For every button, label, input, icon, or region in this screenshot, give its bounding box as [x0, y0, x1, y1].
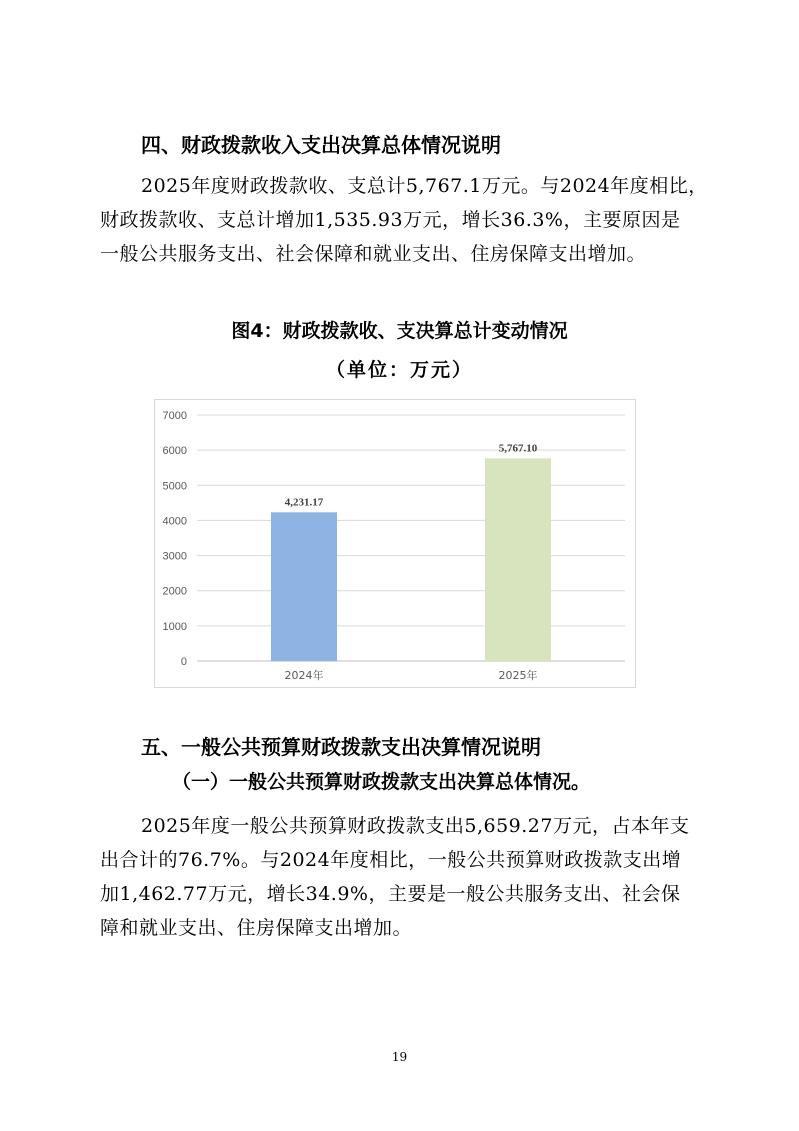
y-tick-label: 2000: [162, 585, 187, 598]
section5-line: 2025年度一般公共预算财政拨款支出5,659.27万元，占本年支: [141, 815, 690, 837]
data-label: 5,767.10: [498, 442, 538, 455]
y-tick-label: 7000: [162, 410, 187, 422]
data-label: 4,231.17: [284, 496, 324, 509]
y-tick-label: 1000: [162, 620, 187, 633]
figure-unit: （单位：万元）: [325, 359, 473, 381]
section5-line: 障和就业支出、住房保障支出增加。: [100, 917, 413, 939]
section4-line: 财政拨款收、支总计增加1,535.93万元，增长36.3%，主要原因是: [100, 209, 681, 231]
section5-paragraph: [100, 809, 700, 945]
bar-2024年: [271, 512, 337, 661]
section5-heading: 五、一般公共预算财政拨款支出决算情况说明: [141, 735, 541, 759]
x-tick-label: 2025年: [498, 669, 538, 682]
bar-chart: [154, 399, 636, 688]
section4-line: 2025年度财政拨款收、支总计5,767.1万元。与2024年度相比，: [141, 175, 708, 197]
page-number: 19: [391, 1050, 408, 1064]
y-tick-label: 5000: [162, 480, 187, 493]
x-tick-label: 2024年: [284, 669, 324, 682]
y-tick-label: 6000: [162, 445, 187, 458]
section4-line: 一般公共服务支出、社会保障和就业支出、住房保障支出增加。: [100, 243, 647, 265]
figure-title: 图4：财政拨款收、支决算总计变动情况: [231, 320, 568, 342]
section4-heading: 四、财政拨款收入支出决算总体情况说明: [141, 133, 501, 157]
section5-line: 出合计的76.7%。与2024年度相比，一般公共预算财政拨款支出增: [100, 849, 682, 871]
section5-line: 加1,462.77万元，增长34.9%，主要是一般公共服务支出、社会保: [100, 883, 681, 905]
section4-paragraph: [100, 169, 708, 271]
y-tick-label: 3000: [162, 550, 187, 563]
section5-subheading: （一）一般公共预算财政拨款支出决算总体情况。: [172, 771, 591, 793]
bar-2025年: [485, 458, 551, 661]
y-tick-label: 4000: [162, 515, 187, 528]
chart-canvas: [155, 400, 637, 689]
y-tick-label: 0: [180, 656, 187, 668]
